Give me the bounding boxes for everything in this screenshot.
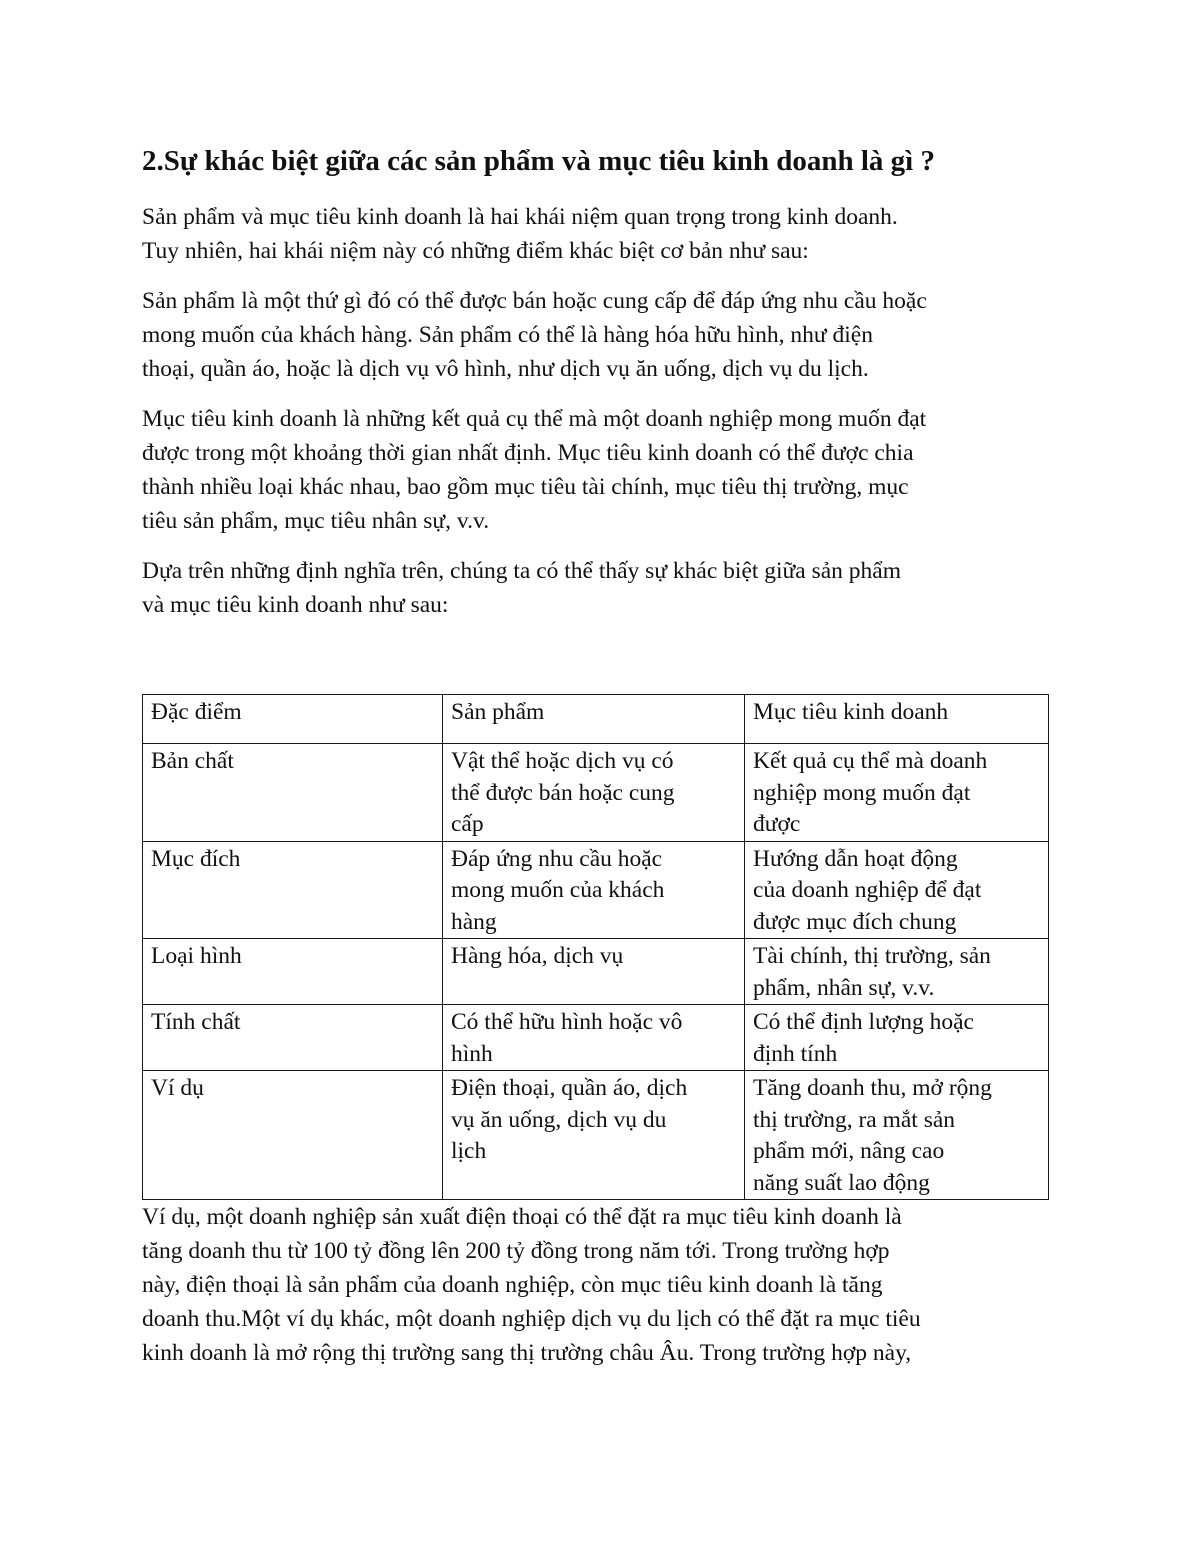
text-line: kinh doanh là mở rộng thị trường sang thị trường châu Âu. Trong trường hợp này,	[142, 1340, 912, 1366]
table-header-cell: Sản phẩm	[443, 695, 745, 744]
cell-line: định tính	[753, 1040, 838, 1067]
cell-line: Hàng hóa, dịch vụ	[451, 943, 624, 969]
text-line: tiêu sản phẩm, mục tiêu nhân sự, v.v.	[142, 508, 490, 534]
comparison-intro-paragraph	[142, 554, 1062, 622]
product-definition-paragraph	[142, 284, 1062, 386]
table-cell	[443, 1071, 745, 1200]
cell-line: mong muốn của khách	[451, 877, 665, 903]
cell-line: Điện thoại, quần áo, dịch	[451, 1075, 688, 1101]
cell-line: Loại hình	[151, 943, 242, 969]
table-cell	[443, 939, 745, 1005]
intro-paragraph	[142, 200, 1062, 268]
table-header-cell: Mục tiêu kinh doanh	[745, 695, 1049, 744]
cell-line: Có thể định lượng hoặc	[753, 1009, 974, 1035]
text-line: thoại, quần áo, hoặc là dịch vụ vô hình, như dịch vụ ăn uống, dịch vụ du lịch.	[142, 356, 869, 382]
cell-line: Bản chất	[151, 748, 234, 774]
cell-line: Hướng dẫn hoạt động	[753, 845, 958, 872]
text-line: Sản phẩm là một thứ gì đó có thể được bán hoặc cung cấp để đáp ứng nhu cầu hoặc	[142, 288, 927, 314]
cell-line: Vật thể hoặc dịch vụ có	[451, 748, 674, 774]
cell-line: Tăng doanh thu, mở rộng	[753, 1075, 992, 1101]
cell-line: được	[753, 811, 801, 837]
cell-line: Có thể hữu hình hoặc vô	[451, 1009, 683, 1035]
cell-line: Tài chính, thị trường, sản	[753, 943, 991, 969]
comparison-table	[142, 694, 1049, 1200]
text-line: này, điện thoại là sản phẩm của doanh nghiệp, còn mục tiêu kinh doanh là tăng	[142, 1272, 883, 1298]
cell-line: vụ ăn uống, dịch vụ du	[451, 1106, 667, 1133]
cell-line: Kết quả cụ thể mà doanh	[753, 748, 988, 774]
text-line: tăng doanh thu từ 100 tỷ đồng lên 200 tỷ đồng trong năm tới. Trong trường hợp	[142, 1238, 890, 1264]
text-line: doanh thu.Một ví dụ khác, một doanh nghiệp dịch vụ du lịch có thể đặt ra mục tiêu	[142, 1306, 921, 1332]
cell-line: hàng	[451, 908, 497, 935]
table-cell	[143, 841, 443, 939]
example-paragraph	[142, 1200, 1062, 1370]
cell-line: năng suất lao động	[753, 1169, 930, 1196]
cell-line: Ví dụ	[151, 1075, 204, 1101]
spacer	[142, 638, 1062, 694]
table-row	[143, 744, 1049, 842]
table-cell	[745, 1071, 1049, 1200]
table-header-row	[143, 695, 1049, 744]
table-row	[143, 1005, 1049, 1071]
table-cell	[143, 1005, 443, 1071]
table-cell	[745, 1005, 1049, 1071]
table-row	[143, 1071, 1049, 1200]
text-line: Mục tiêu kinh doanh là những kết quả cụ thể mà một doanh nghiệp mong muốn đạt	[142, 406, 927, 432]
text-line: thành nhiều loại khác nhau, bao gồm mục tiêu tài chính, mục tiêu thị trường, mục	[142, 474, 909, 500]
text-line: Ví dụ, một doanh nghiệp sản xuất điện thoại có thể đặt ra mục tiêu kinh doanh là	[142, 1204, 902, 1230]
table-cell	[745, 744, 1049, 842]
text-line: Sản phẩm và mục tiêu kinh doanh là hai khái niệm quan trọng trong kinh doanh.	[142, 204, 898, 230]
table-header-cell: Đặc điểm	[143, 695, 443, 744]
table-cell	[745, 939, 1049, 1005]
cell-line: thị trường, ra mắt sản	[753, 1106, 956, 1133]
text-line: mong muốn của khách hàng. Sản phẩm có thể là hàng hóa hữu hình, như điện	[142, 322, 873, 348]
cell-line: phẩm mới, nâng cao	[753, 1138, 945, 1164]
cell-line: lịch	[451, 1138, 487, 1164]
business-goal-definition-paragraph	[142, 402, 1062, 538]
text-line: và mục tiêu kinh doanh như sau:	[142, 592, 449, 618]
cell-line: Tính chất	[151, 1009, 241, 1035]
text-line: được trong một khoảng thời gian nhất định. Mục tiêu kinh doanh có thể được chia	[142, 440, 914, 466]
table-row	[143, 841, 1049, 939]
cell-line: Mục đích	[151, 845, 241, 872]
table-cell	[143, 1071, 443, 1200]
cell-line: nghiệp mong muốn đạt	[753, 779, 971, 806]
document-body	[142, 140, 1062, 1370]
text-line: Dựa trên những định nghĩa trên, chúng ta có thể thấy sự khác biệt giữa sản phẩm	[142, 558, 902, 584]
table-cell	[745, 841, 1049, 939]
text-line: Tuy nhiên, hai khái niệm này có những điểm khác biệt cơ bản như sau:	[142, 238, 809, 264]
cell-line: thể được bán hoặc cung	[451, 779, 675, 806]
table-cell	[443, 1005, 745, 1071]
cell-line: cấp	[451, 811, 484, 837]
section-heading: 2.Sự khác biệt giữa các sản phẩm và mục tiêu kinh doanh là gì ?	[142, 145, 935, 177]
cell-line: hình	[451, 1040, 493, 1067]
table-cell	[143, 939, 443, 1005]
cell-line: phẩm, nhân sự, v.v.	[753, 974, 935, 1001]
table-cell	[443, 744, 745, 842]
cell-line: của doanh nghiệp để đạt	[753, 877, 982, 903]
cell-line: Đáp ứng nhu cầu hoặc	[451, 845, 663, 872]
cell-line: được mục đích chung	[753, 908, 957, 935]
table-row	[143, 939, 1049, 1005]
table-cell	[443, 841, 745, 939]
table-cell	[143, 744, 443, 842]
